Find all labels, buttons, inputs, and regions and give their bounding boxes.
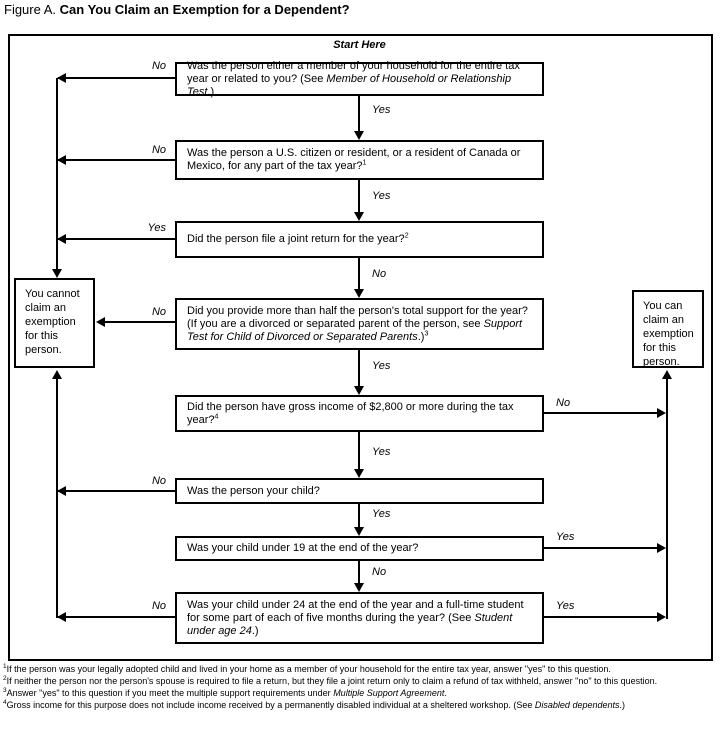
connector-q8-left (58, 616, 175, 618)
question-text: Was the person your child? (187, 484, 320, 497)
question-box-your-child (175, 478, 544, 504)
question-text: Was the person either a member of your household for the entire tax year or related to you? (See Member of Household or Relationship Test.) (187, 59, 520, 98)
edge-label-q7-no: No (372, 566, 387, 578)
connector-q6-q7 (358, 504, 360, 528)
arrowhead-down (354, 131, 364, 140)
question-text: Was the person a U.S. citizen or resident, or a resident of Canada or Mexico, for any part of the tax year?$^1$ (187, 147, 521, 172)
arrowhead-right (657, 543, 666, 553)
edge-label-q8-yes: Yes (556, 600, 575, 612)
edge-label-q3-yes: Yes (147, 222, 166, 234)
connector-q5-q6 (358, 432, 360, 470)
arrowhead-up (662, 370, 672, 379)
edge-label-q1-yes: Yes (372, 104, 391, 116)
edge-label-q3-no: No (372, 268, 387, 280)
arrowhead-down (354, 212, 364, 221)
edge-label-q4-yes: Yes (372, 360, 391, 372)
arrowhead-down (354, 386, 364, 395)
question-text: Was your child under 19 at the end of the year? (187, 542, 419, 554)
figure-title (4, 2, 350, 17)
connector-q3-q4 (358, 258, 360, 290)
arrowhead-left (96, 317, 105, 327)
edge-label-q8-no: No (151, 600, 166, 612)
question-box-support (175, 298, 544, 350)
question-text: Was your child under 24 at the end of the year and a full-time student for some part of each of five months during the year? (See Student under age 24.) (187, 598, 524, 637)
connector-q3-left (58, 238, 175, 240)
edge-label-q1-no: No (151, 60, 166, 72)
connector-q5-right (544, 412, 660, 414)
footnote-3: $^3$Answer "yes" to this question if you meet the multiple support requirements under Multiple Support Agreement. (3, 687, 447, 698)
connector-q4-q5 (358, 350, 360, 387)
arrowhead-right (657, 612, 666, 622)
edge-label-q5-no: No (556, 397, 571, 409)
edge-label-q6-no: No (151, 475, 166, 487)
edge-label-q7-yes: Yes (556, 531, 575, 543)
arrowhead-left (57, 73, 66, 83)
edge-label-q2-no: No (151, 144, 166, 156)
arrowhead-down (354, 583, 364, 592)
figure-title-prefix: Figure A. (4, 2, 57, 17)
footnotes (3, 664, 719, 712)
bus-right (666, 374, 668, 619)
question-box-under-19 (175, 536, 544, 561)
arrowhead-left (57, 155, 66, 165)
figure-title-main: Can You Claim an Exemption for a Dependent? (59, 2, 350, 17)
question-box-household (175, 59, 544, 98)
connector-q1-q2 (358, 96, 360, 132)
question-text: Did you provide more than half the person's total support for the year? (If you are a divorced or separated parent of the person, see Support Test for Child of Divorced or Separated Parents.)$^3$ (187, 304, 528, 343)
connector-q1-left (58, 77, 175, 79)
terminal-box-can-claim: You can claim an exemption for this person. (632, 290, 704, 368)
question-box-citizen (175, 140, 544, 180)
question-box-gross-income (175, 395, 544, 432)
arrowhead-up (52, 370, 62, 379)
connector-q7-q8 (358, 561, 360, 584)
footnote-2: $^2$If neither the person nor the person's spouse is required to file a return, but they file a joint return only to claim a refund of tax withheld, answer "no" to this question. (3, 675, 658, 686)
arrowhead-down (354, 289, 364, 298)
terminal-box-cannot-claim: You cannot claim an exemption for this person. (14, 278, 95, 368)
edge-label-q6-yes: Yes (372, 508, 391, 520)
question-text: Did the person file a joint return for the year?$^2$ (187, 232, 409, 245)
arrowhead-down (52, 269, 62, 278)
arrowhead-left (57, 612, 66, 622)
arrowhead-down (354, 469, 364, 478)
edge-label-q5-yes: Yes (372, 446, 391, 458)
question-box-under-24 (175, 592, 544, 644)
edge-label-q2-yes: Yes (372, 190, 391, 202)
arrowhead-right (657, 408, 666, 418)
footnote-1: $^1$If the person was your legally adopted child and lived in your home as a member of your household for the entire tax year, answer "yes" to this question. (3, 663, 611, 674)
start-here-label: Start Here (333, 39, 386, 51)
arrowhead-left (57, 234, 66, 244)
connector-q6-left (58, 490, 175, 492)
edge-label-q4-no: No (151, 306, 166, 318)
question-box-joint-return (175, 221, 544, 258)
bus-left-upper (56, 78, 58, 270)
connector-q4-left (99, 321, 175, 323)
arrowhead-left (57, 486, 66, 496)
bus-left-lower (56, 374, 58, 618)
question-text: Did the person have gross income of $2,800 or more during the tax year?$^4$ (187, 400, 514, 426)
connector-q2-q3 (358, 180, 360, 213)
footnote-4: $^4$Gross income for this purpose does not include income received by a permanently disabled individual at a sheltered workshop. (See Disabled dependents.) (3, 699, 625, 710)
arrowhead-down (354, 527, 364, 536)
connector-q7-right (544, 547, 660, 549)
connector-q2-left (58, 159, 175, 161)
connector-q8-right (544, 616, 660, 618)
